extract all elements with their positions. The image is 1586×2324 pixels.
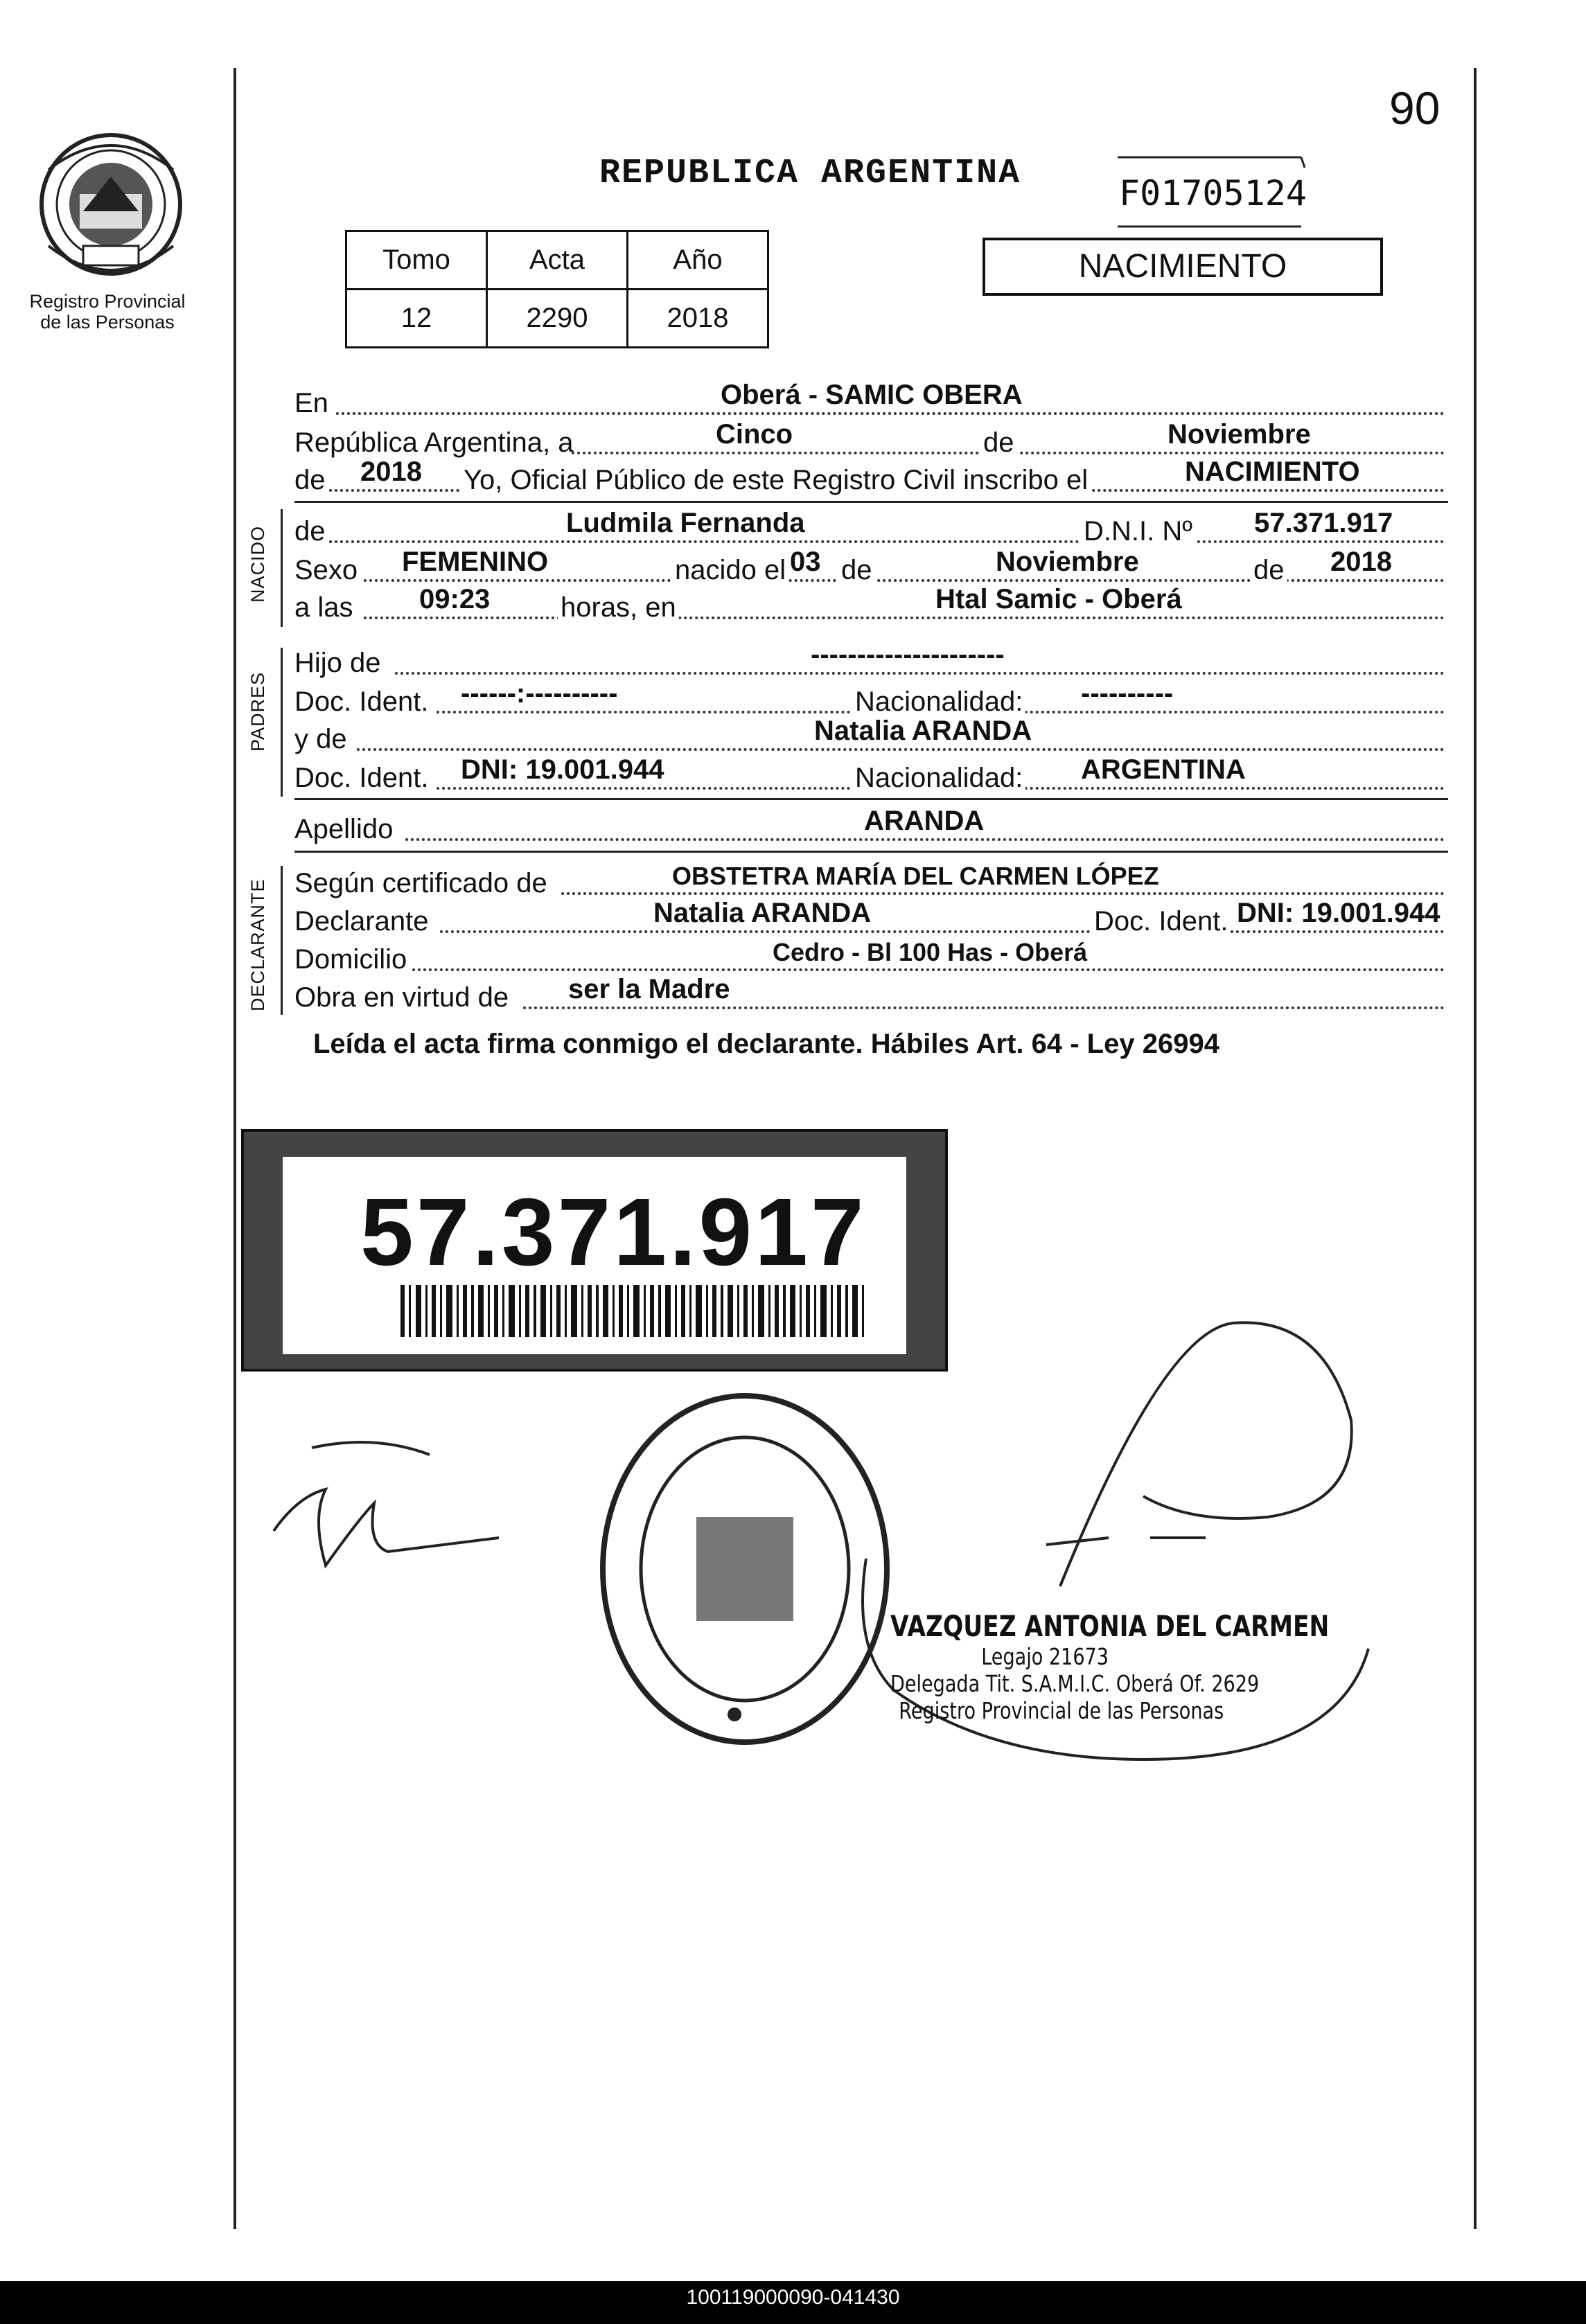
mother-nationality-label: Nacionalidad:: [852, 763, 1025, 794]
declarant-name: Natalia ARANDA: [653, 898, 872, 928]
declarant-address: Cedro - Bl 100 Has - Oberá: [773, 938, 1088, 966]
mother-doc: DNI: 19.001.944: [461, 754, 664, 785]
acta-value: 2290: [487, 290, 628, 348]
de-label: de: [980, 427, 1017, 459]
row-sexo: [294, 547, 1445, 586]
dni-label: D.N.I. Nº: [1081, 516, 1195, 547]
obra-label: Obra en virtud de: [294, 982, 509, 1013]
section-divider-3: [294, 851, 1448, 853]
row-domicilio: [294, 938, 1445, 975]
father-nationality-label: Nacionalidad:: [852, 686, 1025, 718]
father-doc-label: Doc. Ident.: [294, 686, 429, 717]
birth-month: Noviembre: [996, 547, 1139, 577]
row-hora: [294, 584, 1445, 623]
de-year-label: de: [294, 465, 326, 495]
tomo-value: 12: [346, 290, 487, 348]
tomo-header: Tomo: [346, 231, 487, 290]
certificado-label: Según certificado de: [294, 868, 547, 898]
surname: ARANDA: [864, 806, 985, 836]
registration-day: Cinco: [716, 419, 793, 450]
section-divider: [294, 501, 1448, 503]
padres-section-label: PADRES: [247, 671, 268, 752]
en-label: En: [294, 388, 328, 418]
father-doc: ------:----------: [461, 678, 618, 709]
birth-de-label: de: [838, 555, 875, 586]
child-sex: FEMENINO: [402, 547, 549, 577]
birth-day: 03: [790, 547, 821, 577]
acta-header: Acta: [487, 231, 628, 290]
mother-name: Natalia ARANDA: [814, 716, 1032, 746]
mother-nationality: ARGENTINA: [1081, 754, 1246, 785]
certificate-issuer: OBSTETRA MARÍA DEL CARMEN LÓPEZ: [672, 862, 1159, 890]
row-declarante: [294, 898, 1445, 937]
declarant-doc-label: Doc. Ident.: [1091, 906, 1231, 937]
dni-sticker-number: 57.371.917: [360, 1179, 867, 1286]
nacido-el-label: nacido el: [672, 555, 788, 586]
padres-bracket: [281, 648, 283, 797]
row-father-doc: [294, 678, 1445, 718]
left-margin-line: [234, 68, 236, 2229]
republica-label: República Argentina, a: [294, 427, 574, 458]
declarant-doc: DNI: 19.001.944: [1237, 898, 1440, 928]
registration-month: Noviembre: [1168, 419, 1311, 450]
row-certificado: [294, 864, 1445, 899]
birth-de-label-2: de: [1251, 555, 1287, 586]
y-de-label: y de: [294, 724, 347, 754]
mother-doc-label: Doc. Ident.: [294, 763, 429, 793]
apellido-label: Apellido: [294, 814, 394, 844]
signatory-name: VAZQUEZ ANTONIA DEL CARMEN: [890, 1609, 1330, 1643]
right-margin-line: [1474, 68, 1477, 2229]
horas-label: horas, en: [558, 592, 679, 623]
child-de-label: de: [294, 516, 326, 547]
row-mother-doc: [294, 754, 1445, 794]
logo-caption-line2: de las Personas: [40, 312, 175, 332]
father-name: ---------------------: [811, 639, 1005, 670]
declarant-capacity: ser la Madre: [568, 974, 730, 1004]
logo-caption: [14, 291, 201, 332]
declarante-bracket: [281, 866, 283, 1015]
official-round-stamp: [592, 1385, 897, 1753]
row-mother: [294, 716, 1445, 755]
registration-year: 2018: [360, 456, 422, 487]
province-seal-logo: [35, 128, 187, 287]
birth-place: Htal Samic - Oberá: [935, 584, 1182, 614]
child-name: Ludmila Fernanda: [566, 508, 805, 538]
registered-act: NACIMIENTO: [1185, 456, 1360, 487]
row-child-name: [294, 508, 1445, 547]
reading-note: Leída el acta firma conmigo el declarante. Hábiles Art. 64 - Ley 26994: [313, 1029, 1219, 1059]
nacido-section-label: NACIDO: [247, 525, 268, 603]
country-title: REPUBLICA ARGENTINA: [599, 154, 1021, 193]
alas-label: a las: [294, 592, 353, 623]
birth-year: 2018: [1330, 547, 1392, 577]
signatory-position: Delegada Tit. S.A.M.I.C. Oberá Of. 2629: [890, 1670, 1260, 1697]
ano-value: 2018: [628, 290, 768, 348]
section-divider-2: [294, 798, 1448, 800]
declarante-section-label: DECLARANTE: [247, 878, 268, 1011]
left-signature: [270, 1427, 499, 1572]
page-number: 90: [1389, 82, 1440, 134]
row-en: [294, 380, 1445, 419]
record-type-box: NACIMIENTO: [983, 238, 1383, 296]
signature-block: [890, 1609, 1425, 1724]
father-nationality: ----------: [1081, 678, 1174, 709]
footer-code: 100119000090-041430: [686, 2286, 900, 2309]
signatory-legajo: Legajo 21673: [981, 1643, 1109, 1670]
record-table: [345, 230, 769, 348]
ano-header: Año: [628, 231, 768, 290]
row-hijo-de: [294, 639, 1445, 679]
row-officer: [294, 456, 1445, 496]
officer-text: Yo, Oficial Público de este Registro Civil inscribo el: [461, 465, 1091, 496]
row-obra: [294, 974, 1445, 1013]
domicilio-label: Domicilio: [294, 944, 407, 975]
logo-caption-line1: Registro Provincial: [29, 291, 186, 312]
hijo-de-label: Hijo de: [294, 648, 381, 678]
child-dni: 57.371.917: [1254, 508, 1393, 538]
sexo-label: Sexo: [294, 555, 358, 585]
birth-time: 09:23: [419, 584, 491, 614]
serial-number: F01705124: [1119, 173, 1307, 213]
nacido-bracket: [281, 509, 283, 627]
row-republica: [294, 419, 1445, 459]
row-apellido: [294, 806, 1445, 845]
registration-place: Oberá - SAMIC OBERA: [721, 380, 1023, 410]
declarante-label: Declarante: [294, 906, 429, 937]
signatory-office: Registro Provincial de las Personas: [899, 1697, 1224, 1724]
